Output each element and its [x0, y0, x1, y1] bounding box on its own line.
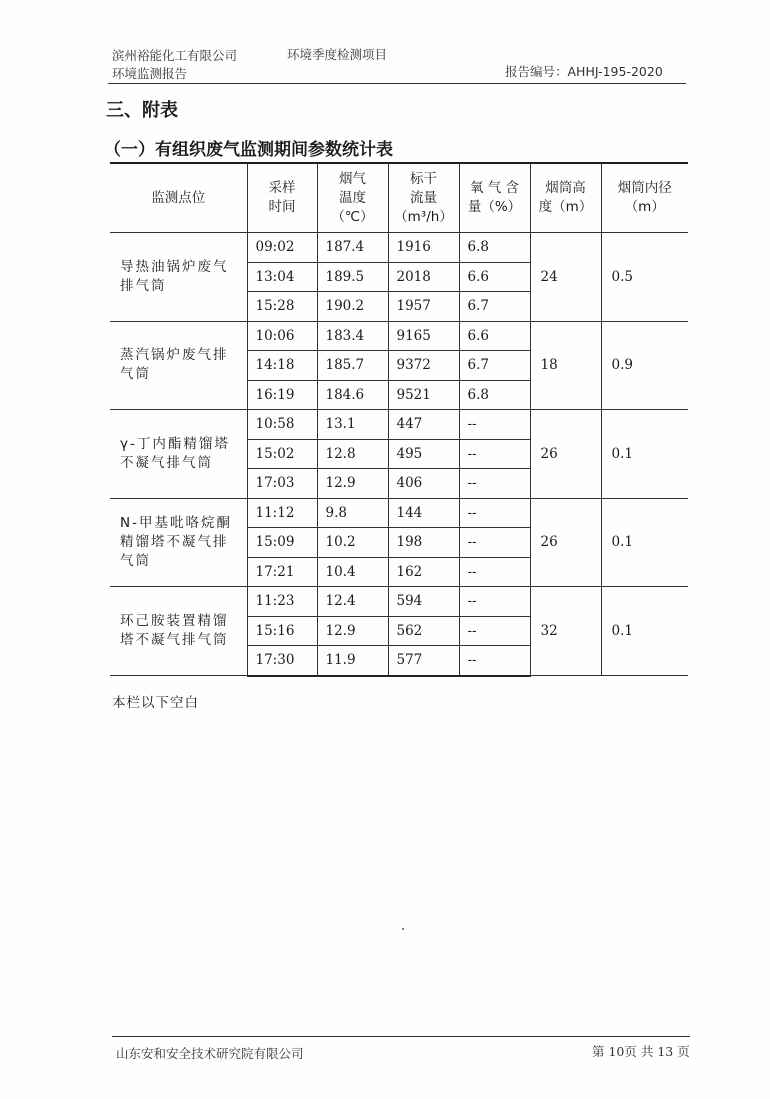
temperature-cell: 10.4 [317, 557, 388, 587]
scan-speck [402, 928, 404, 930]
time-cell: 11:12 [247, 498, 317, 528]
temperature-cell: 11.9 [317, 646, 388, 676]
oxygen-cell: -- [459, 557, 530, 587]
oxygen-cell: -- [459, 469, 530, 499]
flow-cell: 144 [388, 498, 459, 528]
time-cell: 13:04 [247, 262, 317, 292]
oxygen-cell: 6.6 [459, 262, 530, 292]
flow-cell: 562 [388, 616, 459, 646]
stack-diameter-cell: 0.1 [601, 410, 688, 499]
flow-cell: 2018 [388, 262, 459, 292]
time-cell: 15:09 [247, 528, 317, 558]
flow-cell: 9521 [388, 380, 459, 410]
stack-height-cell: 24 [530, 233, 601, 322]
stack-height-cell: 18 [530, 321, 601, 410]
subsection-title: （一）有组织废气监测期间参数统计表 [104, 140, 393, 160]
time-cell: 15:02 [247, 439, 317, 469]
footer-page-number: 第 10页 共 13 页 [592, 1044, 690, 1059]
stack-height-cell: 26 [530, 498, 601, 587]
temperature-cell: 9.8 [317, 498, 388, 528]
oxygen-cell: -- [459, 587, 530, 617]
time-cell: 11:23 [247, 587, 317, 617]
header-divider [108, 83, 686, 84]
location-cell: 环己胺装置精馏塔不凝气排气筒 [110, 587, 247, 676]
flow-cell: 594 [388, 587, 459, 617]
location-cell: γ-丁内酯精馏塔不凝气排气筒 [110, 410, 247, 499]
flow-cell: 9372 [388, 351, 459, 381]
flow-cell: 1957 [388, 292, 459, 322]
footer-divider [112, 1036, 690, 1037]
blank-below-note: 本栏以下空白 [112, 695, 199, 711]
col-header-location: 监测点位 [110, 163, 247, 233]
company-name: 滨州裕能化工有限公司 [112, 48, 238, 63]
section-title: 三、附表 [106, 100, 178, 121]
flow-cell: 198 [388, 528, 459, 558]
oxygen-cell: -- [459, 616, 530, 646]
temperature-cell: 185.7 [317, 351, 388, 381]
col-header-stack-diameter: 烟筒内径 （m） [601, 163, 688, 233]
temperature-cell: 12.9 [317, 469, 388, 499]
temperature-cell: 189.5 [317, 262, 388, 292]
report-number: 报告编号：AHHJ-195-2020 [505, 64, 663, 79]
col-header-temperature: 烟气 温度 （℃） [317, 163, 388, 233]
temperature-cell: 183.4 [317, 321, 388, 351]
temperature-cell: 12.4 [317, 587, 388, 617]
oxygen-cell: -- [459, 528, 530, 558]
temperature-cell: 10.2 [317, 528, 388, 558]
oxygen-cell: 6.7 [459, 292, 530, 322]
time-cell: 10:58 [247, 410, 317, 440]
location-cell: N-甲基吡咯烷酮精馏塔不凝气排气筒 [110, 498, 247, 587]
table-header-row [110, 163, 688, 233]
table-row [110, 410, 688, 440]
flow-cell: 447 [388, 410, 459, 440]
footer-institute: 山东安和安全技术研究院有限公司 [116, 1046, 304, 1061]
stack-height-cell: 26 [530, 410, 601, 499]
time-cell: 17:21 [247, 557, 317, 587]
time-cell: 15:16 [247, 616, 317, 646]
temperature-cell: 13.1 [317, 410, 388, 440]
location-cell: 导热油锅炉废气排气筒 [110, 233, 247, 322]
oxygen-cell: 6.6 [459, 321, 530, 351]
temperature-cell: 187.4 [317, 233, 388, 263]
table-row [110, 321, 688, 351]
flow-cell: 577 [388, 646, 459, 676]
stack-height-cell: 32 [530, 587, 601, 676]
project-name: 环境季度检测项目 [287, 47, 388, 62]
report-type: 环境监测报告 [112, 66, 188, 81]
col-header-oxygen: 氧 气 含 量（%） [459, 163, 530, 233]
flow-cell: 495 [388, 439, 459, 469]
col-header-flow: 标干 流量 （m³/h） [388, 163, 459, 233]
flow-cell: 406 [388, 469, 459, 499]
time-cell: 17:03 [247, 469, 317, 499]
flow-cell: 162 [388, 557, 459, 587]
oxygen-cell: 6.7 [459, 351, 530, 381]
table-row [110, 233, 688, 263]
oxygen-cell: -- [459, 646, 530, 676]
table-row [110, 587, 688, 617]
oxygen-cell: 6.8 [459, 380, 530, 410]
oxygen-cell: -- [459, 410, 530, 440]
col-header-time: 采样 时间 [247, 163, 317, 233]
header-company-block [112, 47, 237, 83]
flow-cell: 1916 [388, 233, 459, 263]
time-cell: 14:18 [247, 351, 317, 381]
temperature-cell: 12.9 [317, 616, 388, 646]
stack-diameter-cell: 0.5 [601, 233, 688, 322]
time-cell: 16:19 [247, 380, 317, 410]
parameter-table [110, 162, 688, 677]
stack-diameter-cell: 0.9 [601, 321, 688, 410]
temperature-cell: 12.8 [317, 439, 388, 469]
flow-cell: 9165 [388, 321, 459, 351]
oxygen-cell: 6.8 [459, 233, 530, 263]
oxygen-cell: -- [459, 498, 530, 528]
temperature-cell: 190.2 [317, 292, 388, 322]
time-cell: 17:30 [247, 646, 317, 676]
stack-diameter-cell: 0.1 [601, 587, 688, 676]
temperature-cell: 184.6 [317, 380, 388, 410]
col-header-stack-height: 烟筒高 度（m） [530, 163, 601, 233]
time-cell: 10:06 [247, 321, 317, 351]
oxygen-cell: -- [459, 439, 530, 469]
location-cell: 蒸汽锅炉废气排气筒 [110, 321, 247, 410]
time-cell: 15:28 [247, 292, 317, 322]
time-cell: 09:02 [247, 233, 317, 263]
table-row [110, 498, 688, 528]
stack-diameter-cell: 0.1 [601, 498, 688, 587]
